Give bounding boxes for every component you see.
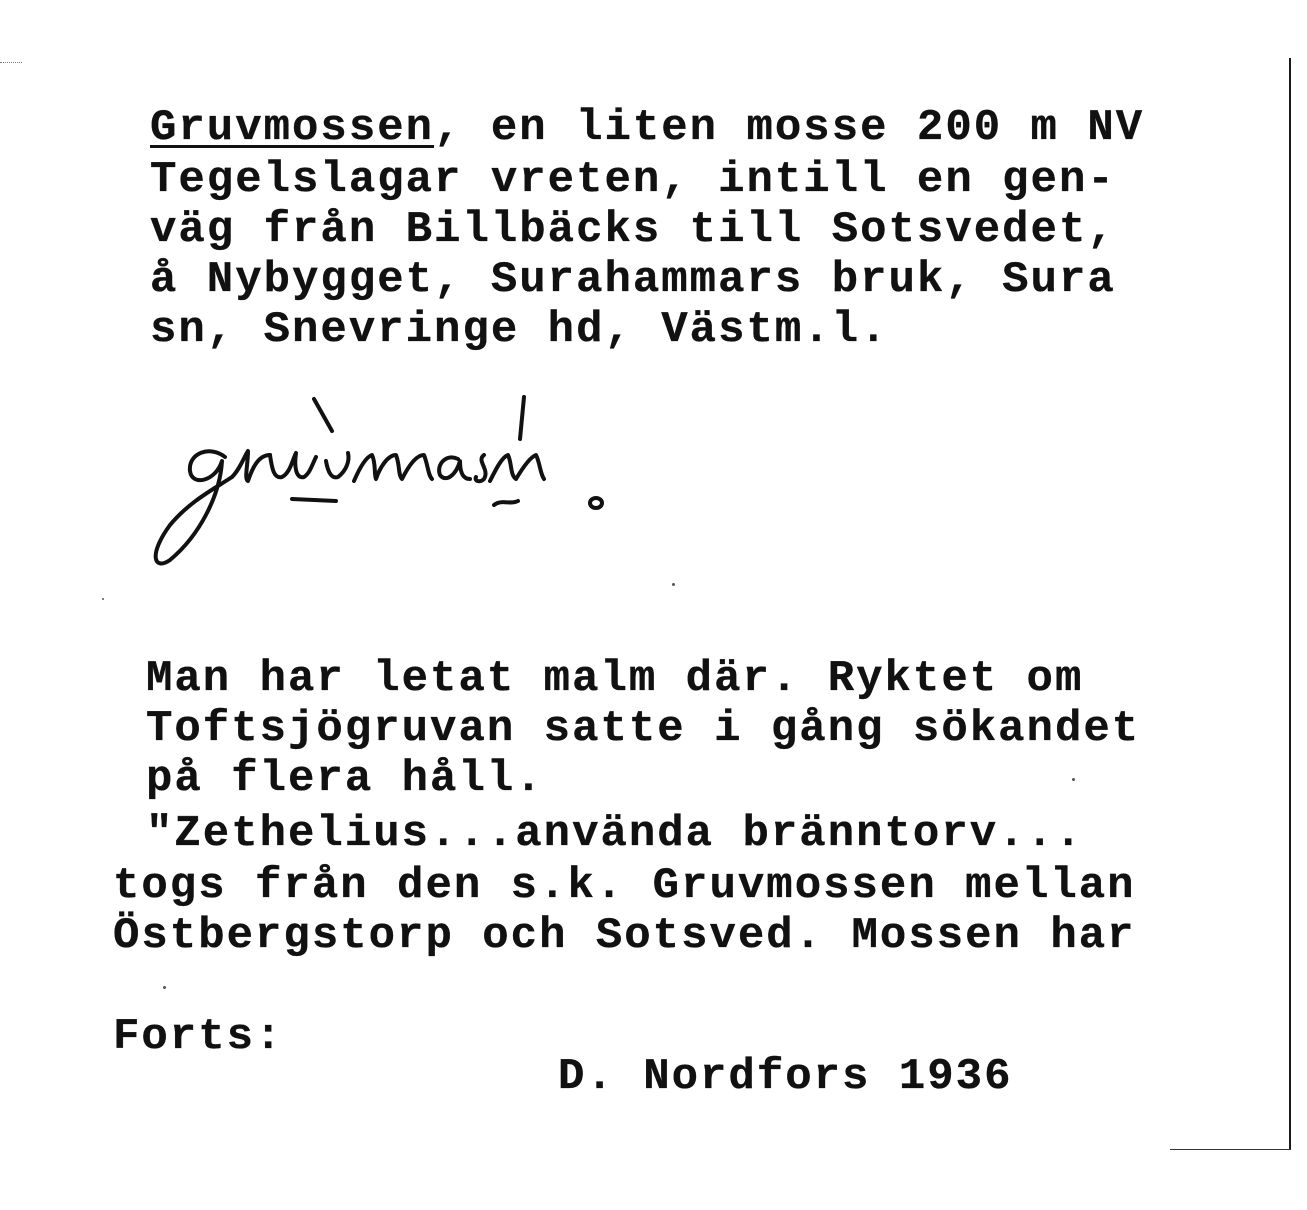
quote-line-3: Östbergstorp och Sotsved. Mossen har xyxy=(113,911,1136,961)
note-line-1: Man har letat malm där. Ryktet om xyxy=(146,654,1084,704)
paper-speck xyxy=(672,583,675,586)
entry-line-4: å Nybygget, Surahammars bruk, Sura xyxy=(150,255,1116,305)
entry-line-5: sn, Snevringe hd, Västm.l. xyxy=(150,305,889,355)
note-line-3: på flera håll. xyxy=(146,754,544,804)
quote-line-2: togs från den s.k. Gruvmossen mellan xyxy=(113,861,1136,911)
note-line-2: Toftsjögruvan satte i gång sökandet xyxy=(146,704,1141,754)
signature: D. Nordfors 1936 xyxy=(558,1052,1013,1102)
card-edge-right xyxy=(1289,58,1291,1150)
card-edge-bottom xyxy=(1170,1149,1291,1150)
card-edge-top xyxy=(0,62,22,64)
entry-line-2: Tegelslagar vreten, intill en gen- xyxy=(150,155,1116,205)
paper-speck xyxy=(102,598,104,600)
paper-speck xyxy=(1072,778,1075,781)
entry-line-1-text: , en liten mosse 200 m NV xyxy=(434,103,1145,153)
continued-label: Forts: xyxy=(113,1012,284,1062)
entry-line-3: väg från Billbäcks till Sotsvedet, xyxy=(150,205,1116,255)
pronunciation-handwriting xyxy=(140,395,640,570)
headword: Gruvmossen xyxy=(150,103,435,153)
paper-speck xyxy=(163,986,166,989)
quote-line-1: "Zethelius...använda bränntorv... xyxy=(146,809,1084,859)
entry-line-1 xyxy=(150,104,1144,152)
